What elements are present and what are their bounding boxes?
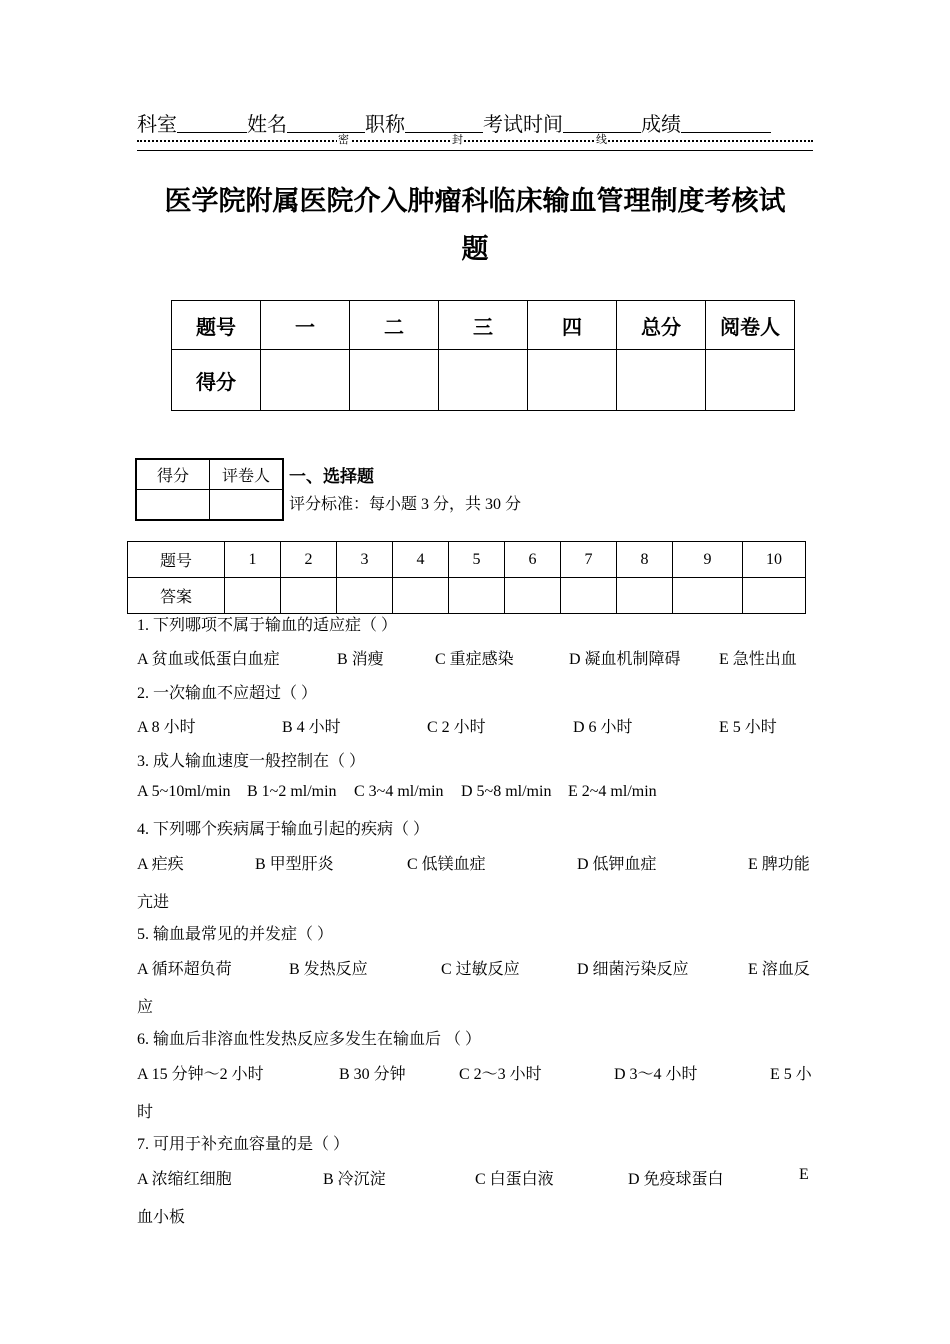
answer-cell[interactable]: [337, 578, 393, 614]
option[interactable]: E: [799, 1166, 809, 1183]
name-label: 姓名: [247, 112, 287, 136]
option-continuation: 应: [137, 999, 154, 1016]
score-input-cell[interactable]: [617, 350, 706, 411]
answer-cell[interactable]: [281, 578, 337, 614]
title-line-2: 题: [461, 234, 489, 265]
option[interactable]: C 低镁血症: [407, 856, 486, 873]
option[interactable]: E 急性出血: [719, 651, 797, 668]
title-rank-field[interactable]: [405, 112, 483, 133]
question-stem: 7. 可用于补充血容量的是（ ）: [137, 1136, 350, 1153]
answer-row-label: 答案: [128, 578, 225, 614]
exam-time-field[interactable]: [563, 112, 641, 133]
score-header-cell: 阅卷人: [706, 301, 795, 350]
option[interactable]: C 2 小时: [427, 719, 486, 736]
score-input-cell[interactable]: [528, 350, 617, 411]
option[interactable]: A 疟疾: [137, 856, 184, 873]
option[interactable]: C 白蛋白液: [475, 1171, 554, 1188]
score-row-label: 得分: [172, 350, 261, 411]
option-continuation: 血小板: [137, 1209, 186, 1226]
question-options: [137, 714, 817, 736]
score-input-cell[interactable]: [706, 350, 795, 411]
seal-char-feng: 封: [452, 133, 463, 146]
answer-table: [127, 541, 806, 614]
question-number-cell: 4: [393, 542, 449, 578]
score-summary-table: [171, 300, 795, 411]
score-header-cell: 题号: [172, 301, 261, 350]
department-field[interactable]: [177, 112, 247, 133]
question-stem: 5. 输血最常见的并发症（ ）: [137, 926, 334, 943]
question-options: [137, 783, 817, 805]
name-field[interactable]: [287, 112, 365, 133]
question-stem: 6. 输血后非溶血性发热反应多发生在输血后 （ ）: [137, 1031, 482, 1048]
answer-cell[interactable]: [393, 578, 449, 614]
option[interactable]: B 甲型肝炎: [255, 856, 334, 873]
option[interactable]: E 脾功能: [748, 856, 810, 873]
option[interactable]: D 细菌污染反应: [577, 961, 689, 978]
question-number-cell: 9: [673, 542, 743, 578]
answer-cell[interactable]: [505, 578, 561, 614]
question-stem: 4. 下列哪个疾病属于输血引起的疾病（ ）: [137, 821, 430, 838]
question-number-cell: 10: [743, 542, 806, 578]
score-header-cell: 一: [261, 301, 350, 350]
option[interactable]: E 溶血反: [748, 961, 810, 978]
title-line-1: 医学院附属医院介入肿瘤科临床输血管理制度考核试: [164, 186, 786, 217]
score-label: 成绩: [641, 112, 681, 136]
grader-score-label: 得分: [136, 459, 210, 489]
answer-row-label: 题号: [128, 542, 225, 578]
question-options: [137, 1166, 817, 1188]
question-number-cell: 5: [449, 542, 505, 578]
score-header-cell: 二: [350, 301, 439, 350]
question-number-cell: 6: [505, 542, 561, 578]
option[interactable]: D 凝血机制障碍: [569, 651, 681, 668]
answer-cell[interactable]: [617, 578, 673, 614]
grader-box: [135, 458, 284, 521]
option[interactable]: D 6 小时: [573, 719, 633, 736]
option[interactable]: B 4 小时: [282, 719, 341, 736]
question-number-cell: 8: [617, 542, 673, 578]
option[interactable]: B 1~2 ml/min: [247, 783, 337, 800]
question-number-cell: 7: [561, 542, 617, 578]
answer-cell[interactable]: [449, 578, 505, 614]
option[interactable]: B 发热反应: [289, 961, 368, 978]
option[interactable]: D 5~8 ml/min: [461, 783, 552, 800]
page-title: [137, 178, 813, 274]
exam-time-label: 考试时间: [483, 112, 563, 136]
title-rank-label: 职称: [365, 112, 405, 136]
score-header-cell: 四: [528, 301, 617, 350]
seal-line: [137, 133, 813, 151]
question-number-cell: 1: [225, 542, 281, 578]
option[interactable]: E 2~4 ml/min: [568, 783, 657, 800]
seal-char-mi: 密: [338, 133, 349, 146]
option[interactable]: A 15 分钟～2 小时: [137, 1066, 264, 1083]
section-criteria: 评分标准：每小题 3 分，共 30 分: [289, 496, 522, 513]
answer-cell[interactable]: [743, 578, 806, 614]
option-continuation: 时: [137, 1104, 154, 1121]
option[interactable]: D 3～4 小时: [614, 1066, 698, 1083]
option[interactable]: C 2～3 小时: [459, 1066, 542, 1083]
grader-score-cell[interactable]: [136, 489, 210, 520]
option[interactable]: C 3~4 ml/min: [354, 783, 444, 800]
option[interactable]: E 5 小: [770, 1066, 812, 1083]
option[interactable]: A 浓缩红细胞: [137, 1171, 232, 1188]
answer-cell[interactable]: [561, 578, 617, 614]
question-options: [137, 646, 817, 668]
option[interactable]: E 5 小时: [719, 719, 777, 736]
score-field[interactable]: [681, 112, 771, 133]
question-stem: 3. 成人输血速度一般控制在（ ）: [137, 753, 366, 770]
question-options: [137, 851, 817, 873]
question-stem: 1. 下列哪项不属于输血的适应症（ ）: [137, 617, 398, 634]
option[interactable]: D 免疫球蛋白: [628, 1171, 724, 1188]
question-options: [137, 1061, 817, 1083]
answer-cell[interactable]: [673, 578, 743, 614]
question-options: [137, 956, 817, 978]
answer-cell[interactable]: [225, 578, 281, 614]
grader-name-cell[interactable]: [210, 489, 284, 520]
option[interactable]: D 低钾血症: [577, 856, 657, 873]
option[interactable]: A 5~10ml/min: [137, 783, 231, 800]
option[interactable]: B 30 分钟: [339, 1066, 406, 1083]
question-number-cell: 3: [337, 542, 393, 578]
department-label: 科室: [137, 112, 177, 136]
section-title: 一、选择题: [289, 467, 374, 487]
score-input-cell[interactable]: [350, 350, 439, 411]
grader-name-label: 评卷人: [210, 459, 284, 489]
score-input-cell[interactable]: [439, 350, 528, 411]
option[interactable]: A 循环超负荷: [137, 961, 232, 978]
option[interactable]: A 贫血或低蛋白血症: [137, 651, 280, 668]
score-input-cell[interactable]: [261, 350, 350, 411]
question-number-cell: 2: [281, 542, 337, 578]
option-continuation: 亢进: [137, 894, 170, 911]
option[interactable]: B 冷沉淀: [323, 1171, 386, 1188]
question-stem: 2. 一次输血不应超过（ ）: [137, 685, 318, 702]
option[interactable]: A 8 小时: [137, 719, 196, 736]
option[interactable]: C 重症感染: [435, 651, 514, 668]
score-header-cell: 三: [439, 301, 528, 350]
seal-char-xian: 线: [596, 133, 607, 146]
option[interactable]: C 过敏反应: [441, 961, 520, 978]
score-header-cell: 总分: [617, 301, 706, 350]
option[interactable]: B 消瘦: [337, 651, 384, 668]
